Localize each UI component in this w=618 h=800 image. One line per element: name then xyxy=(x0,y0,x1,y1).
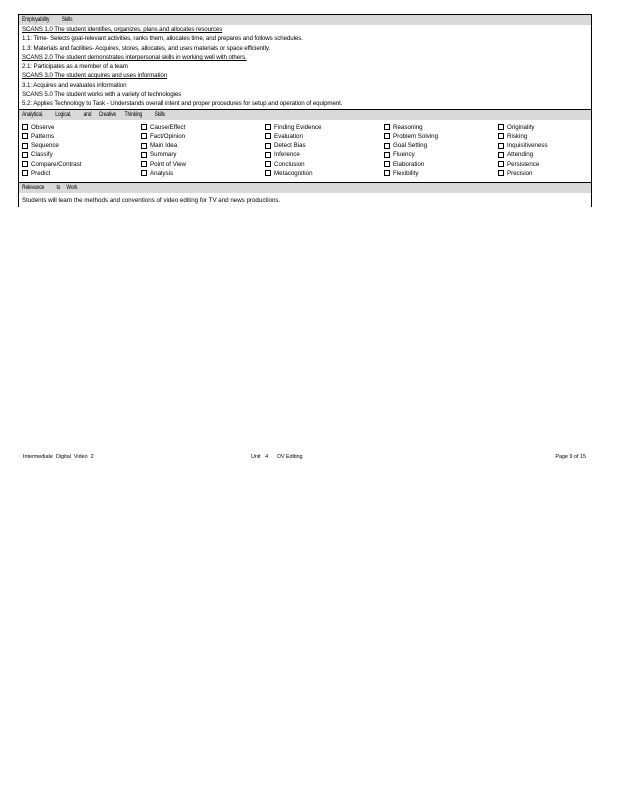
skill-checkbox-item[interactable] xyxy=(265,169,384,178)
skill-checkbox-label: Persistence xyxy=(507,160,540,168)
footer-page-number: Page 9 of 15 xyxy=(555,454,586,460)
employability-skill-line: 5.2: Applies Technology to Task - Understands overall intent and proper procedures for setup and operation of equipment. xyxy=(22,100,343,108)
skill-checkbox-label: Fluency xyxy=(393,151,415,159)
skill-checkbox-item[interactable] xyxy=(141,123,265,132)
employability-skill-line: 1.1: Time- Selects goal-relevant activities, ranks them, allocates time, and prepares and follows schedules. xyxy=(22,35,303,43)
skill-checkbox-label: Evaluation xyxy=(274,132,303,140)
skill-checkbox-label: Reasoning xyxy=(393,123,423,131)
footer-unit: Unit 4 DV Editing xyxy=(251,454,303,460)
skill-column xyxy=(22,123,141,178)
skill-checkbox[interactable] xyxy=(141,161,147,167)
skill-checkbox-item[interactable] xyxy=(265,141,384,150)
relevance-header xyxy=(19,182,591,193)
skill-checkbox[interactable] xyxy=(22,124,28,130)
skill-checkbox-label: Detect Bias xyxy=(274,142,306,150)
skill-checkbox-label: Sequence xyxy=(31,142,59,150)
skill-checkbox-item[interactable] xyxy=(22,150,141,159)
skill-checkbox-label: Inference xyxy=(274,151,300,159)
relevance-description: Students will learn the methods and conventions of video editing for TV and news productions. xyxy=(22,196,281,204)
skill-checkbox[interactable] xyxy=(498,161,504,167)
skill-checkbox-item[interactable] xyxy=(141,169,265,178)
skill-checkbox-item[interactable] xyxy=(265,132,384,141)
skill-checkbox[interactable] xyxy=(498,124,504,130)
employability-skill-line: 1.3: Materials and facilities- Acquires, stores, allocates, and uses materials or space efficiently. xyxy=(22,44,271,52)
skill-checkbox[interactable] xyxy=(265,133,271,139)
skill-checkbox-label: Attending xyxy=(507,151,534,159)
thinking-skills-title: Analytical, Logical, and Creative Thinking Skills xyxy=(22,110,166,118)
skill-checkbox-item[interactable] xyxy=(141,159,265,168)
employability-skills-title: Employability Skills xyxy=(22,16,73,23)
skill-checkbox-label: Precision xyxy=(507,169,533,177)
skill-checkbox-item[interactable] xyxy=(141,150,265,159)
skill-checkbox-item[interactable] xyxy=(141,132,265,141)
skill-checkbox-label: Originality xyxy=(507,123,535,131)
employability-skill-line: 2.1: Participates as a member of a team xyxy=(22,63,128,71)
skill-checkbox[interactable] xyxy=(498,133,504,139)
skill-checkbox-item[interactable] xyxy=(265,123,384,132)
skill-checkbox-label: Summary xyxy=(150,151,177,159)
skill-checkbox[interactable] xyxy=(384,161,390,167)
skill-checkbox-label: Compare/Contrast xyxy=(31,160,82,168)
skill-checkbox[interactable] xyxy=(384,170,390,176)
skill-checkbox-label: Point of View xyxy=(150,160,187,168)
skill-checkbox[interactable] xyxy=(22,143,28,149)
skill-checkbox[interactable] xyxy=(384,143,390,149)
skill-checkbox[interactable] xyxy=(141,152,147,158)
skill-checkbox-label: Finding Evidence xyxy=(274,123,322,131)
skill-checkbox-item[interactable] xyxy=(384,132,498,141)
skill-checkbox-label: Predict xyxy=(31,169,51,177)
employability-skill-line: SCANS 2.0 The student demonstrates interpersonal skills in working well with others. xyxy=(22,53,247,61)
skill-checkbox[interactable] xyxy=(141,124,147,130)
skill-checkbox-item[interactable] xyxy=(498,141,588,150)
skill-checkbox-label: Problem Solving xyxy=(393,132,439,140)
skill-checkbox-item[interactable] xyxy=(498,123,588,132)
employability-skills-header xyxy=(19,14,591,25)
skill-checkbox[interactable] xyxy=(384,152,390,158)
thinking-skills-checkbox-grid xyxy=(19,120,591,182)
employability-skill-line: SCANS 5.0 The student works with a variety of technologies xyxy=(22,91,182,99)
skill-checkbox-label: Patterns xyxy=(31,132,55,140)
skill-checkbox[interactable] xyxy=(22,152,28,158)
skill-checkbox-item[interactable] xyxy=(384,123,498,132)
skill-column xyxy=(498,123,588,178)
footer-course-title: Intermediate Digital Video 2 xyxy=(23,454,94,460)
skill-checkbox-label: Main Idea xyxy=(150,142,178,150)
relevance-title: Relevance to Work xyxy=(22,183,78,191)
skill-checkbox[interactable] xyxy=(384,133,390,139)
skill-checkbox-item[interactable] xyxy=(265,159,384,168)
employability-skills-list xyxy=(19,25,591,109)
skill-checkbox-item[interactable] xyxy=(498,169,588,178)
skill-column xyxy=(141,123,265,178)
skill-checkbox-label: Goal Setting xyxy=(393,142,428,150)
skill-checkbox-item[interactable] xyxy=(498,159,588,168)
skill-checkbox[interactable] xyxy=(22,161,28,167)
skill-checkbox-item[interactable] xyxy=(22,141,141,150)
skill-checkbox[interactable] xyxy=(498,170,504,176)
skill-checkbox-label: Cause/Effect xyxy=(150,123,186,131)
page-footer xyxy=(23,454,586,464)
skill-checkbox-item[interactable] xyxy=(498,132,588,141)
skill-checkbox[interactable] xyxy=(265,143,271,149)
skill-checkbox-label: Conclusion xyxy=(274,160,305,168)
employability-skill-line: SCANS 1.0 The student identifies, organizes, plans and allocates resources xyxy=(22,26,223,33)
skill-checkbox-label: Metacognition xyxy=(274,169,313,177)
skill-checkbox-label: Analysis xyxy=(150,169,174,177)
skill-checkbox[interactable] xyxy=(265,170,271,176)
skill-checkbox-label: Observe xyxy=(31,123,55,131)
skill-checkbox-item[interactable] xyxy=(22,123,141,132)
skill-checkbox-item[interactable] xyxy=(22,159,141,168)
skill-checkbox-item[interactable] xyxy=(22,132,141,141)
thinking-skills-header xyxy=(19,109,591,120)
skill-checkbox[interactable] xyxy=(22,133,28,139)
employability-skill-line: 3.1: Acquires and evaluates information xyxy=(22,81,127,89)
skills-document xyxy=(18,14,592,207)
skill-checkbox-item[interactable] xyxy=(384,169,498,178)
skill-checkbox-item[interactable] xyxy=(22,169,141,178)
skill-checkbox-label: Classify xyxy=(31,151,53,159)
skill-column xyxy=(265,123,384,178)
skill-checkbox[interactable] xyxy=(384,124,390,130)
skill-checkbox-label: Risking xyxy=(507,132,528,140)
skill-checkbox-item[interactable] xyxy=(141,141,265,150)
skill-checkbox[interactable] xyxy=(141,170,147,176)
skill-checkbox[interactable] xyxy=(141,133,147,139)
skill-column xyxy=(384,123,498,178)
skill-checkbox-label: Flexibility xyxy=(393,169,419,177)
skill-checkbox-item[interactable] xyxy=(384,141,498,150)
skill-checkbox[interactable] xyxy=(265,152,271,158)
skill-checkbox-label: Elaboration xyxy=(393,160,425,168)
skill-checkbox[interactable] xyxy=(498,143,504,149)
skill-checkbox[interactable] xyxy=(141,143,147,149)
skill-checkbox[interactable] xyxy=(498,152,504,158)
skill-checkbox[interactable] xyxy=(265,161,271,167)
employability-skill-line: SCANS 3.0 The student acquires and uses information xyxy=(22,72,168,80)
skill-checkbox-label: Fact/Opinion xyxy=(150,132,186,140)
skill-checkbox[interactable] xyxy=(22,170,28,176)
skill-checkbox-item[interactable] xyxy=(498,150,588,159)
skill-checkbox-item[interactable] xyxy=(384,159,498,168)
skill-checkbox-item[interactable] xyxy=(384,150,498,159)
skill-checkbox-item[interactable] xyxy=(265,150,384,159)
skill-checkbox-label: Inquisitiveness xyxy=(507,142,548,150)
skill-checkbox[interactable] xyxy=(265,124,271,130)
